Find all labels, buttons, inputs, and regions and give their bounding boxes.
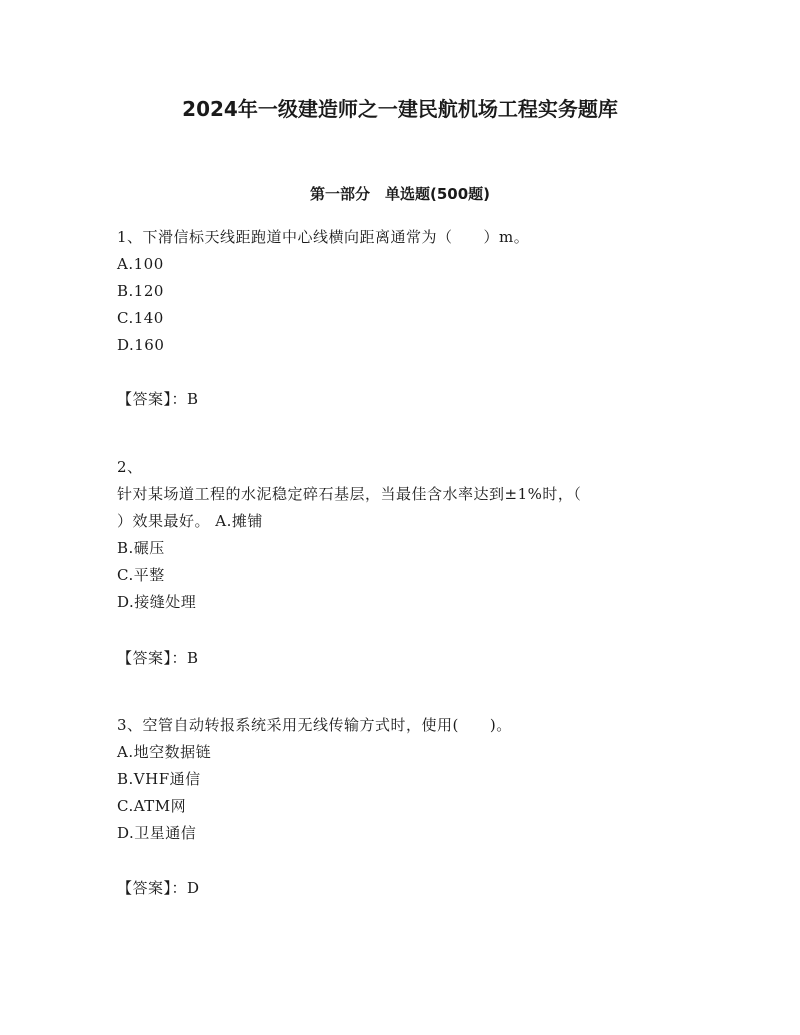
option-c: C.ATM网 bbox=[117, 797, 187, 815]
answer-label: 【答案】：D bbox=[117, 879, 200, 897]
question-stem-line-1: 针对某场道工程的水泥稳定碎石基层，当最佳含水率达到±1%时，（ bbox=[117, 485, 582, 503]
option-c: C.平整 bbox=[117, 566, 165, 584]
question-number: 2、 bbox=[117, 458, 143, 476]
question-stem-line-2: ）效果最好。 A.摊铺 bbox=[117, 512, 263, 530]
option-d: D.接缝处理 bbox=[117, 593, 197, 611]
option-b: B.碾压 bbox=[117, 539, 165, 557]
option-b: B.120 bbox=[117, 282, 164, 300]
answer-label: 【答案】：B bbox=[117, 390, 199, 408]
option-a: A.地空数据链 bbox=[117, 743, 212, 761]
answer-label: 【答案】：B bbox=[117, 649, 199, 667]
option-c: C.140 bbox=[117, 309, 164, 327]
question-stem: 3、空管自动转报系统采用无线传输方式时，使用( )。 bbox=[117, 716, 512, 734]
option-a: A.100 bbox=[117, 255, 164, 273]
document-title: 2024年一级建造师之一建民航机场工程实务题库 bbox=[182, 97, 618, 121]
option-d: D.160 bbox=[117, 336, 165, 354]
section-heading: 第一部分 单选题(500题) bbox=[309, 185, 491, 203]
option-d: D.卫星通信 bbox=[117, 824, 197, 842]
option-b: B.VHF通信 bbox=[117, 770, 201, 788]
question-stem: 1、下滑信标天线距跑道中心线横向距离通常为（ ）m。 bbox=[117, 228, 530, 246]
